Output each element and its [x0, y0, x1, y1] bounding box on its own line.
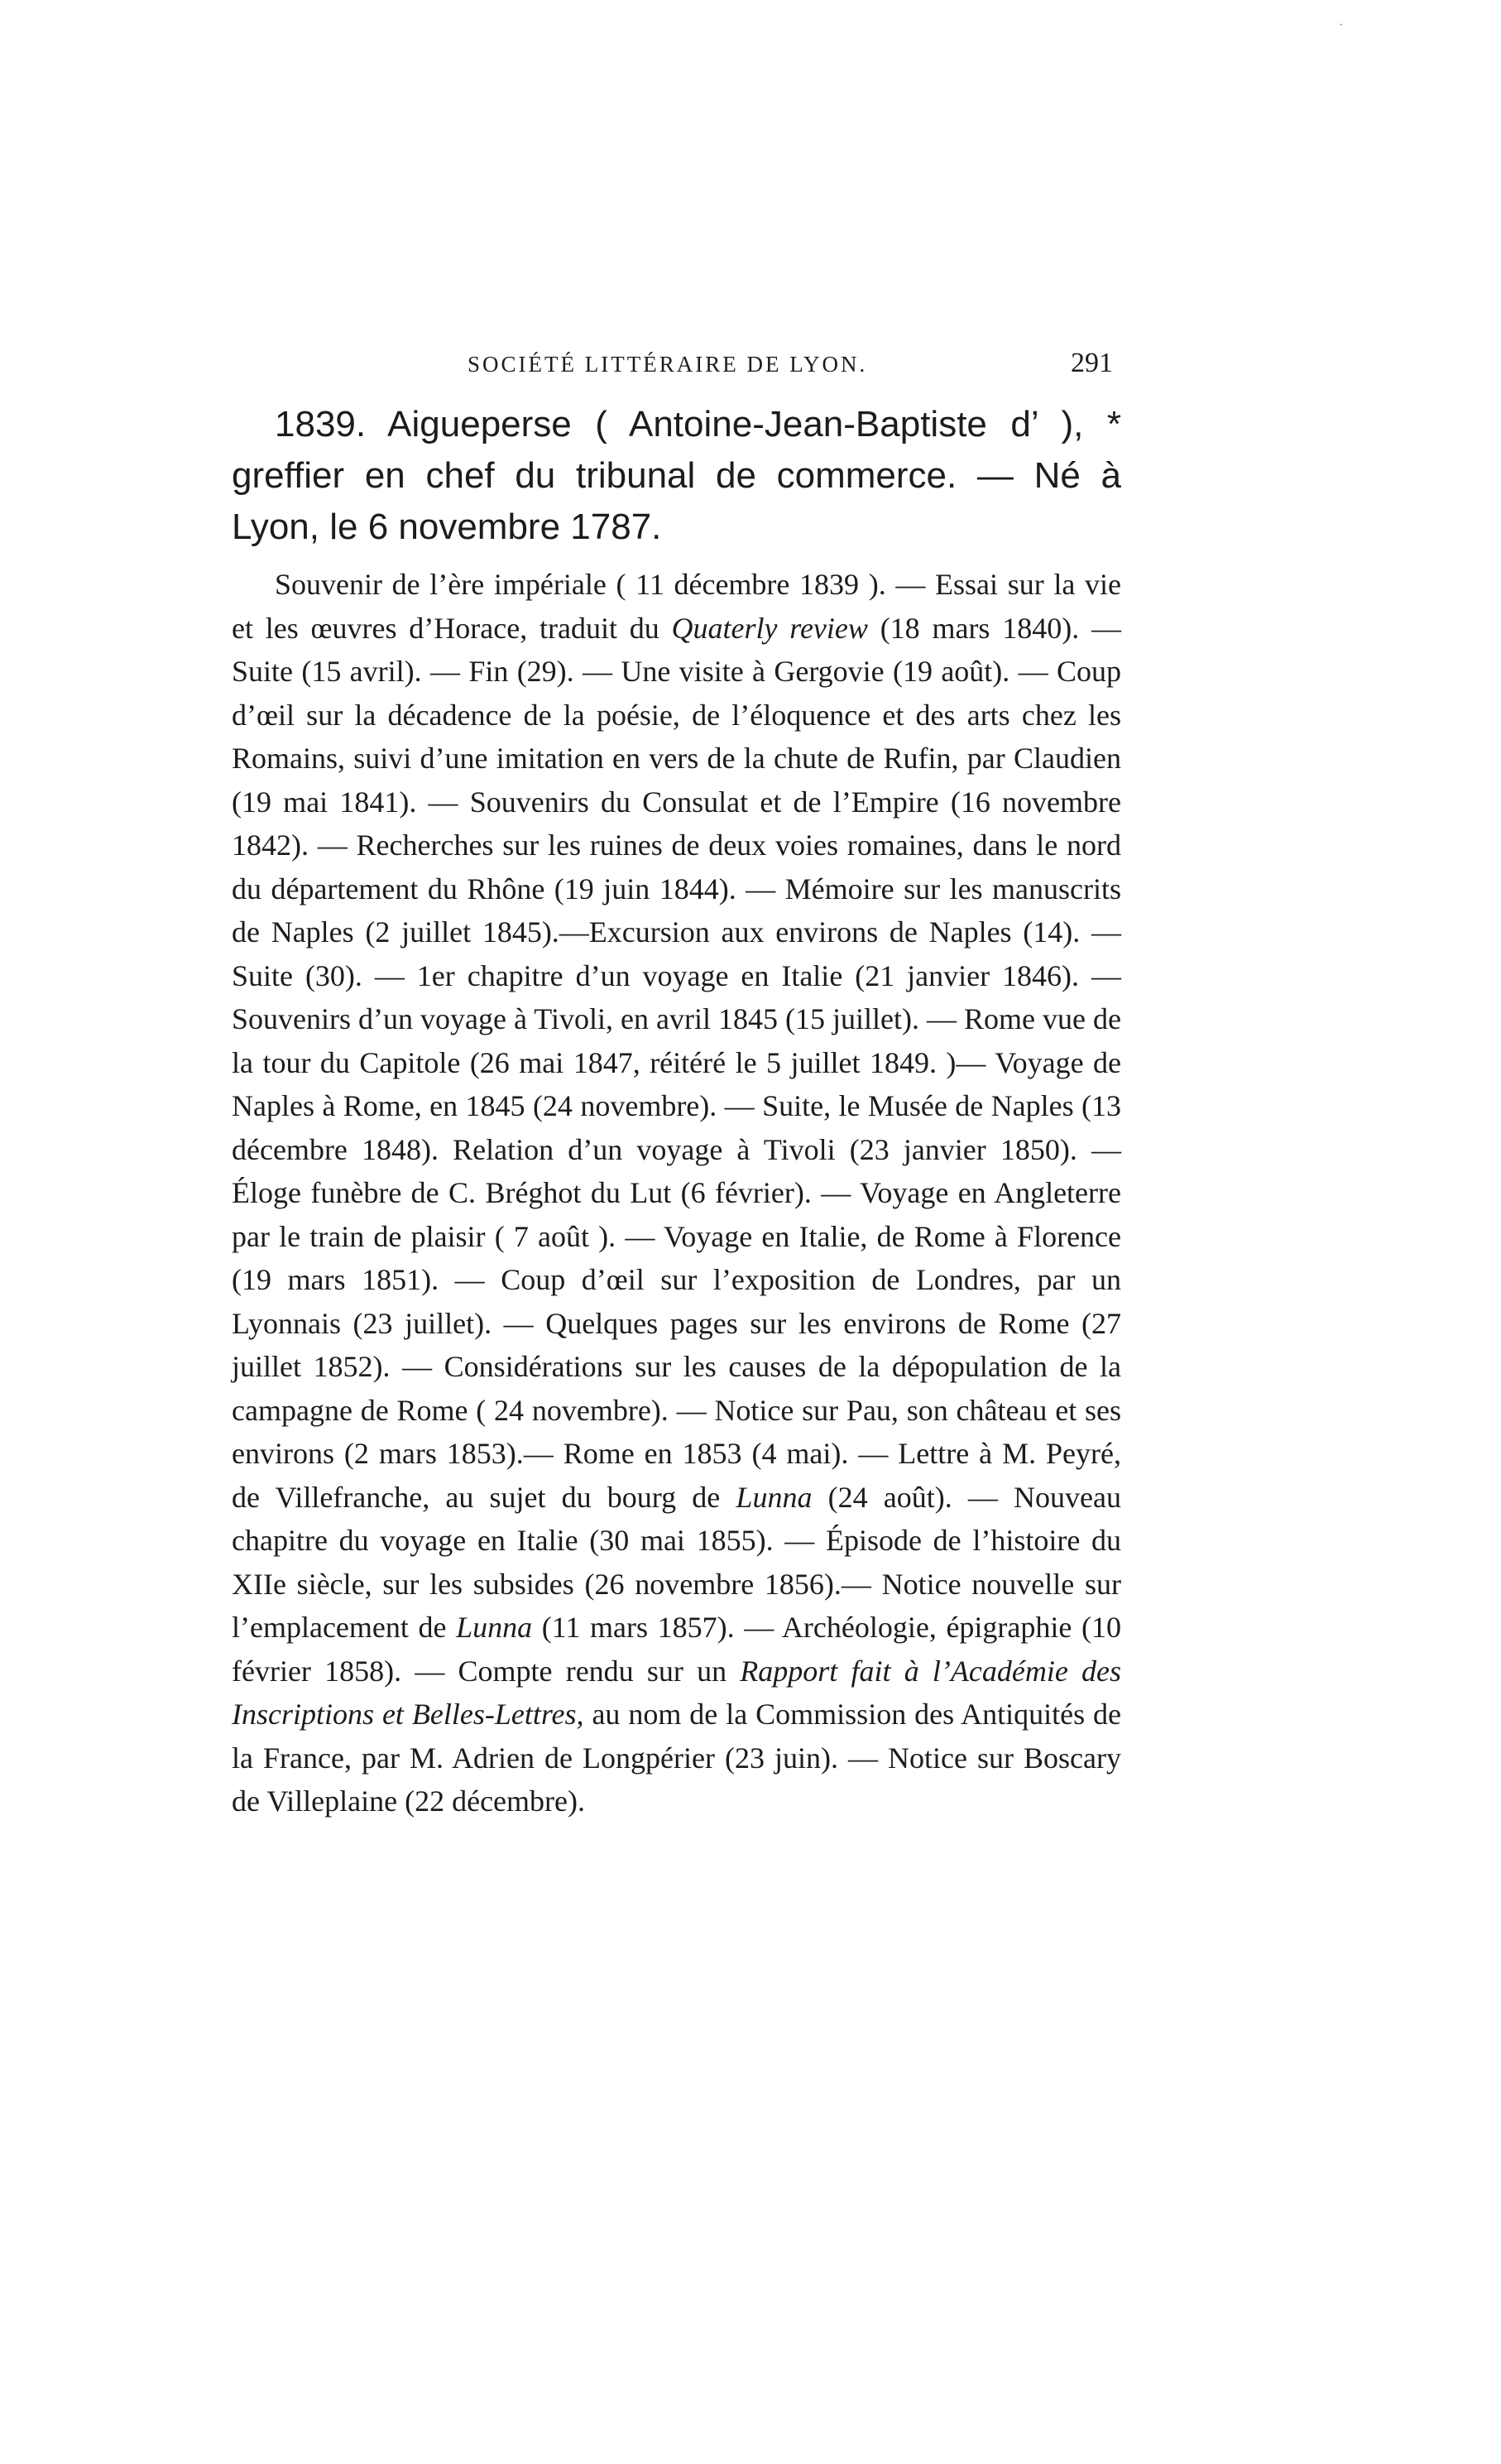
entry-heading: 1839. Aigueperse ( Antoine-Jean-Baptiste d’ ), * greffier en chef du tribunal de commerce. — Né à Lyon, le 6 novembre 1787.: [232, 404, 1121, 547]
entry-bibliography: [232, 563, 1121, 1823]
bibliography-segment: au nom de la Commission des Antiquités de la France, par M. Adrien de Longpérier (23 juin). — Notice sur Boscary de Villeplaine (22 décembre).: [232, 1698, 1122, 1818]
book-page: [232, 348, 1121, 1823]
bibliography-title-italic: Lunna: [456, 1611, 533, 1644]
page-number: 291: [1071, 348, 1113, 378]
bibliography-segment: (18 mars 1840). — Suite (15 avril). — Fin (29). — Une visite à Gergovie (19 août). — Coup d’œil sur la décadence de la poésie, de l’éloquence et des arts chez les Romains, suivi d’une imitation en vers de la chute de Rufin, par Claudien (19 mai 1841). — Souvenirs du Consulat et de l’Empire (16 novembre 1842). — Recherches sur les ruines de deux voies romaines, dans le nord du département du Rhône (19 juin 1844). — Mémoire sur les manuscrits de Naples (2 juillet 1845).—Excursion aux environs de Naples (14). — Suite (30). — 1er chapitre d’un voyage en Italie (21 janvier 1846). — Souvenirs d’un voyage à Tivoli, en avril 1845 (15 juillet). — Rome vue de la tour du Capitole (26 mai 1847, réitéré le 5 juillet 1849. )— Voyage de Naples à Rome, en 1845 (24 novembre). — Suite, le Musée de Naples (13 décembre 1848). Relation d’un voyage à Tivoli (23 janvier 1850). — Éloge funèbre de C. Bréghot du Lut (6 février). — Voyage en Angleterre par le train de plaisir ( 7 août ). — Voyage en Italie, de Rome à Florence (19 mars 1851). — Coup d’œil sur l’exposition de Londres, par un Lyonnais (23 juillet). — Quelques pages sur les environs de Rome (27 juillet 1852). — Considérations sur les causes de la dépopulation de la campagne de Rome ( 24 novembre). — Notice sur Pau, son château et ses environs (2 mars 1853).— Rome en 1853 (4 mai). — Lettre à M. Peyré, de Villefranche, au sujet du bourg de: [232, 611, 1121, 1514]
bibliography-segment: Souvenir de l’ère impériale ( 11 décembre 1839 ). — Essai sur la vie et les œuvres d’Horace, traduit du: [232, 568, 1121, 645]
bibliography-title-italic: Quaterly review: [671, 611, 868, 645]
bibliography-title-italic: Rapport fait à l’Académie des Inscriptions et Belles-Lettres,: [232, 1654, 1121, 1731]
scan-mark: ·: [1339, 18, 1344, 32]
running-title: SOCIÉTÉ LITTÉRAIRE DE LYON.: [468, 352, 868, 377]
bibliography-title-italic: Lunna: [736, 1480, 813, 1514]
running-header: [232, 348, 1121, 381]
bibliography-segment: (11 mars 1857). — Archéologie, épigraphie (10 février 1858). — Compte rendu sur un: [232, 1611, 1121, 1688]
bibliography-segment: (24 août). — Nouveau chapitre du voyage en Italie (30 mai 1855). — Épisode de l’histoire du XIIe siècle, sur les subsides (26 novembre 1856).— Notice nouvelle sur l’emplacement de: [232, 1480, 1121, 1644]
